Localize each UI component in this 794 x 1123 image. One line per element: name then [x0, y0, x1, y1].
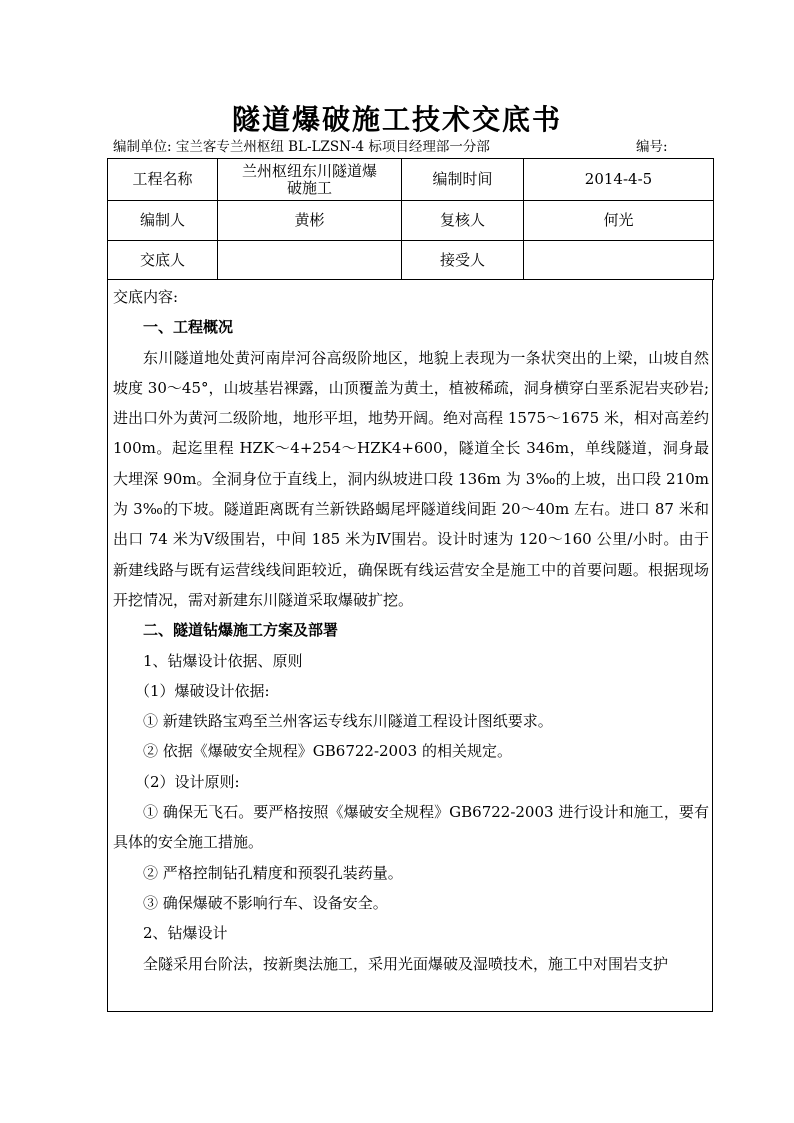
- info-table: [107, 158, 714, 280]
- compiling-unit: 编制单位: 宝兰客专兰州枢纽 BL-LZSN-4 标项目经理部一分部: [113, 139, 490, 155]
- drill-design-paragraph: 全隧采用台阶法，按新奥法施工，采用光面爆破及湿喷技术，施工中对围岩支护: [143, 954, 669, 973]
- document-title: 隧道爆破施工技术交底书: [231, 103, 562, 136]
- item-drill-design: 2、钻爆设计: [143, 924, 228, 943]
- section-heading-plan: 二、隧道钻爆施工方案及部署: [143, 621, 339, 640]
- table-row: [108, 241, 714, 280]
- list-item: ① 新建铁路宝鸡至兰州客运专线东川隧道工程设计图纸要求。: [143, 712, 553, 731]
- item-design-basis: 1、钻爆设计依据、原则: [143, 651, 303, 670]
- author-label: 编制人: [108, 201, 218, 241]
- project-name-label: 工程名称: [108, 159, 218, 201]
- list-item: ③ 确保爆破不影响行车、设备安全。: [143, 893, 388, 912]
- content-body: [113, 282, 709, 979]
- list-item: ② 依据《爆破安全规程》GB6722-2003 的相关规定。: [143, 742, 512, 761]
- document-number-label: 编号:: [636, 139, 668, 155]
- table-row: [108, 201, 714, 241]
- list-item: ① 确保无飞石。要严格按照《爆破安全规程》GB6722-2003 进行设计和施工，要有具体的安全施工措施。: [113, 803, 709, 852]
- author-value: 黄彬: [218, 201, 402, 241]
- receiver-value: [524, 241, 714, 280]
- date-value: 2014-4-5: [524, 159, 714, 201]
- section-heading-overview: 一、工程概况: [143, 318, 234, 337]
- date-label: 编制时间: [402, 159, 524, 201]
- issuer-value: [218, 241, 402, 280]
- list-item: ② 严格控制钻孔精度和预裂孔装药量。: [143, 863, 403, 882]
- content-label: 交底内容:: [113, 288, 179, 306]
- overview-paragraph: 东川隧道地处黄河南岸河谷高级阶地区，地貌上表现为一条状突出的上梁，山坡自然坡度 30～45°，山坡基岩裸露，山顶覆盖为黄土，植被稀疏，洞身横穿白垩系泥岩夹砂岩; 进出口外为黄河二级阶地，地形平坦，地势开阔。绝对高程 1575～1675 米，相对高差约 100m。起迄里程 HZK～4+254～HZK4+600，隧道全长 346m，单线隧道，洞身最大埋深 90m。全洞身位于直线上，洞内纵坡进口段 136m 为 3‰的上坡，出口段 210m 为 3‰的下坡。隧道距离既有兰新铁路蝎尾坪隧道线间距 20～40m 左右。进口 87 米和出口 74 米为Ⅴ级围岩，中间 185 米为Ⅳ围岩。设计时速为 120～160 公里/小时。由于新建线路与既有运营线线间距较近，确保既有线运营安全是施工中的首要问题。根据现场开挖情况，需对新建东川隧道采取爆破扩挖。: [113, 348, 709, 609]
- issuer-label: 交底人: [108, 241, 218, 280]
- project-name-value: 兰州枢纽东川隧道爆破施工: [218, 159, 402, 201]
- reviewer-value: 何光: [524, 201, 714, 241]
- receiver-label: 接受人: [402, 241, 524, 280]
- table-row: [108, 159, 714, 201]
- sub-heading-principles: （2）设计原则:: [135, 772, 240, 791]
- reviewer-label: 复核人: [402, 201, 524, 241]
- sub-heading-basis: （1）爆破设计依据:: [135, 681, 270, 700]
